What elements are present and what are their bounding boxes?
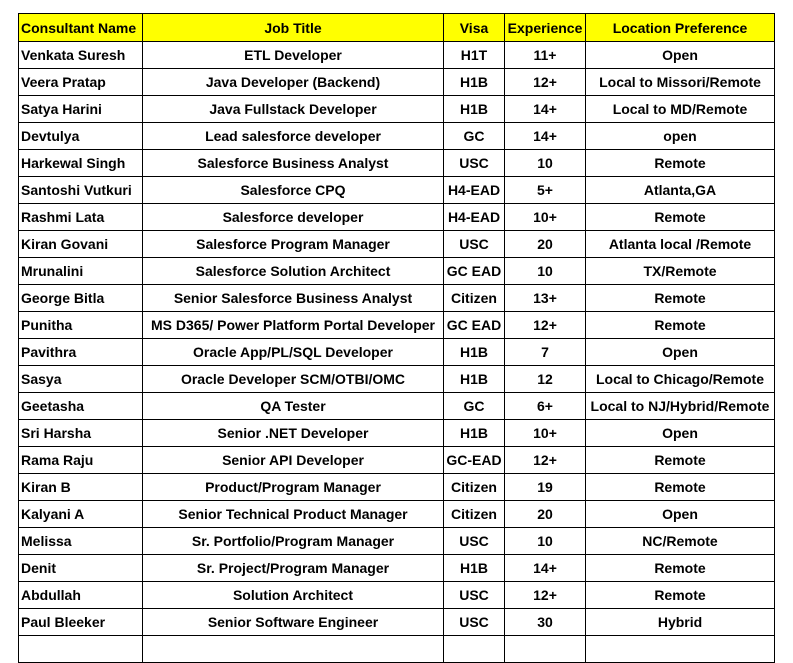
consultant-name-cell: Kiran Govani bbox=[19, 231, 143, 258]
table-row bbox=[19, 42, 775, 69]
table-row bbox=[19, 501, 775, 528]
job-title-cell: Senior Software Engineer bbox=[143, 609, 444, 636]
visa-cell: H4-EAD bbox=[444, 177, 505, 204]
consultant-name-cell: Abdullah bbox=[19, 582, 143, 609]
experience-cell: 12+ bbox=[505, 447, 586, 474]
job-title-cell: Salesforce CPQ bbox=[143, 177, 444, 204]
consultant-name-cell: Paul Bleeker bbox=[19, 609, 143, 636]
consultant-name-cell: Punitha bbox=[19, 312, 143, 339]
table-row bbox=[19, 285, 775, 312]
table-row bbox=[19, 420, 775, 447]
experience-cell: 7 bbox=[505, 339, 586, 366]
job-title-cell: Java Developer (Backend) bbox=[143, 69, 444, 96]
consultant-name-cell: Rama Raju bbox=[19, 447, 143, 474]
location-preference-cell: NC/Remote bbox=[586, 528, 775, 555]
experience-cell: 10+ bbox=[505, 204, 586, 231]
experience-cell: 12+ bbox=[505, 582, 586, 609]
header-consultant-name: Consultant Name bbox=[19, 14, 143, 42]
location-preference-cell: Open bbox=[586, 501, 775, 528]
visa-cell: Citizen bbox=[444, 474, 505, 501]
visa-cell: GC bbox=[444, 393, 505, 420]
job-title-cell: Senior .NET Developer bbox=[143, 420, 444, 447]
job-title-cell: Senior API Developer bbox=[143, 447, 444, 474]
experience-cell: 13+ bbox=[505, 285, 586, 312]
consultant-name-cell: Denit bbox=[19, 555, 143, 582]
table-row bbox=[19, 312, 775, 339]
visa-cell: GC EAD bbox=[444, 312, 505, 339]
visa-cell: H1B bbox=[444, 339, 505, 366]
header-row bbox=[19, 14, 775, 42]
job-title-cell: MS D365/ Power Platform Portal Developer bbox=[143, 312, 444, 339]
experience-cell: 10 bbox=[505, 150, 586, 177]
table-body bbox=[19, 42, 775, 663]
experience-cell: 30 bbox=[505, 609, 586, 636]
experience-cell: 20 bbox=[505, 231, 586, 258]
job-title-cell: Oracle Developer SCM/OTBI/OMC bbox=[143, 366, 444, 393]
header-job-title: Job Title bbox=[143, 14, 444, 42]
table-row bbox=[19, 123, 775, 150]
location-preference-cell: Remote bbox=[586, 447, 775, 474]
consultant-name-cell: Harkewal Singh bbox=[19, 150, 143, 177]
consultant-name-cell: Melissa bbox=[19, 528, 143, 555]
experience-cell: 6+ bbox=[505, 393, 586, 420]
consultant-name-cell: Venkata Suresh bbox=[19, 42, 143, 69]
location-preference-cell: Atlanta local /Remote bbox=[586, 231, 775, 258]
consultant-name-cell: George Bitla bbox=[19, 285, 143, 312]
job-title-cell: Senior Technical Product Manager bbox=[143, 501, 444, 528]
table-row bbox=[19, 231, 775, 258]
consultant-name-cell: Sasya bbox=[19, 366, 143, 393]
visa-cell: Citizen bbox=[444, 285, 505, 312]
consultant-table bbox=[18, 13, 775, 663]
job-title-cell: Java Fullstack Developer bbox=[143, 96, 444, 123]
table-row bbox=[19, 555, 775, 582]
visa-cell: H1T bbox=[444, 42, 505, 69]
experience-cell: 12+ bbox=[505, 69, 586, 96]
job-title-cell: ETL Developer bbox=[143, 42, 444, 69]
experience-cell: 14+ bbox=[505, 123, 586, 150]
visa-cell: H1B bbox=[444, 96, 505, 123]
experience-cell: 10+ bbox=[505, 420, 586, 447]
table-row bbox=[19, 69, 775, 96]
location-preference-cell: Remote bbox=[586, 474, 775, 501]
experience-cell: 11+ bbox=[505, 42, 586, 69]
header-experience: Experience bbox=[505, 14, 586, 42]
table-row bbox=[19, 447, 775, 474]
consultant-name-cell: Santoshi Vutkuri bbox=[19, 177, 143, 204]
location-preference-cell: Remote bbox=[586, 204, 775, 231]
visa-cell: GC-EAD bbox=[444, 447, 505, 474]
location-preference-cell: Remote bbox=[586, 312, 775, 339]
visa-cell: USC bbox=[444, 528, 505, 555]
visa-cell: H1B bbox=[444, 555, 505, 582]
consultant-name-cell: Geetasha bbox=[19, 393, 143, 420]
table-row bbox=[19, 582, 775, 609]
table-row bbox=[19, 366, 775, 393]
table-row bbox=[19, 258, 775, 285]
visa-cell: GC bbox=[444, 123, 505, 150]
experience-cell: 14+ bbox=[505, 96, 586, 123]
visa-cell: H1B bbox=[444, 366, 505, 393]
consultant-name-cell: Devtulya bbox=[19, 123, 143, 150]
consultant-name-cell: Rashmi Lata bbox=[19, 204, 143, 231]
location-preference-cell: Remote bbox=[586, 285, 775, 312]
location-preference-cell: Remote bbox=[586, 555, 775, 582]
consultant-name-cell: Kalyani A bbox=[19, 501, 143, 528]
header-visa: Visa bbox=[444, 14, 505, 42]
visa-cell: H1B bbox=[444, 420, 505, 447]
job-title-cell: Salesforce Business Analyst bbox=[143, 150, 444, 177]
job-title-cell: Oracle App/PL/SQL Developer bbox=[143, 339, 444, 366]
consultant-name-cell: Mrunalini bbox=[19, 258, 143, 285]
location-preference-cell: Open bbox=[586, 339, 775, 366]
experience-cell: 12+ bbox=[505, 312, 586, 339]
experience-cell: 19 bbox=[505, 474, 586, 501]
visa-cell: USC bbox=[444, 231, 505, 258]
consultant-name-cell: Satya Harini bbox=[19, 96, 143, 123]
location-preference-cell: Remote bbox=[586, 582, 775, 609]
table-row bbox=[19, 528, 775, 555]
job-title-cell: Salesforce Solution Architect bbox=[143, 258, 444, 285]
table-row bbox=[19, 96, 775, 123]
location-preference-cell: Open bbox=[586, 420, 775, 447]
consultant-name-cell: Sri Harsha bbox=[19, 420, 143, 447]
experience-cell: 14+ bbox=[505, 555, 586, 582]
location-preference-cell: Local to Missori/Remote bbox=[586, 69, 775, 96]
visa-cell: H4-EAD bbox=[444, 204, 505, 231]
location-preference-cell: Open bbox=[586, 42, 775, 69]
experience-cell: 20 bbox=[505, 501, 586, 528]
visa-cell: USC bbox=[444, 609, 505, 636]
visa-cell: GC EAD bbox=[444, 258, 505, 285]
table-row bbox=[19, 150, 775, 177]
location-preference-cell: Local to MD/Remote bbox=[586, 96, 775, 123]
job-title-cell: Solution Architect bbox=[143, 582, 444, 609]
visa-cell: USC bbox=[444, 582, 505, 609]
table-row bbox=[19, 177, 775, 204]
job-title-cell: Sr. Portfolio/Program Manager bbox=[143, 528, 444, 555]
table-row bbox=[19, 204, 775, 231]
job-title-cell: Salesforce Program Manager bbox=[143, 231, 444, 258]
table-row bbox=[19, 393, 775, 420]
consultant-name-cell: Pavithra bbox=[19, 339, 143, 366]
location-preference-cell: Hybrid bbox=[586, 609, 775, 636]
table-row bbox=[19, 339, 775, 366]
job-title-cell: Lead salesforce developer bbox=[143, 123, 444, 150]
job-title-cell: Senior Salesforce Business Analyst bbox=[143, 285, 444, 312]
job-title-cell: Sr. Project/Program Manager bbox=[143, 555, 444, 582]
experience-cell: 10 bbox=[505, 258, 586, 285]
visa-cell: H1B bbox=[444, 69, 505, 96]
location-preference-cell: Local to Chicago/Remote bbox=[586, 366, 775, 393]
table-row bbox=[19, 474, 775, 501]
location-preference-cell: open bbox=[586, 123, 775, 150]
experience-cell: 5+ bbox=[505, 177, 586, 204]
consultant-name-cell: Veera Pratap bbox=[19, 69, 143, 96]
job-title-cell: Product/Program Manager bbox=[143, 474, 444, 501]
location-preference-cell: TX/Remote bbox=[586, 258, 775, 285]
visa-cell: Citizen bbox=[444, 501, 505, 528]
location-preference-cell: Atlanta,GA bbox=[586, 177, 775, 204]
experience-cell: 10 bbox=[505, 528, 586, 555]
job-title-cell: Salesforce developer bbox=[143, 204, 444, 231]
experience-cell: 12 bbox=[505, 366, 586, 393]
job-title-cell: QA Tester bbox=[143, 393, 444, 420]
consultant-name-cell: Kiran B bbox=[19, 474, 143, 501]
location-preference-cell: Remote bbox=[586, 150, 775, 177]
visa-cell: USC bbox=[444, 150, 505, 177]
table-row bbox=[19, 609, 775, 636]
header-location-preference: Location Preference bbox=[586, 14, 775, 42]
location-preference-cell: Local to NJ/Hybrid/Remote bbox=[586, 393, 775, 420]
